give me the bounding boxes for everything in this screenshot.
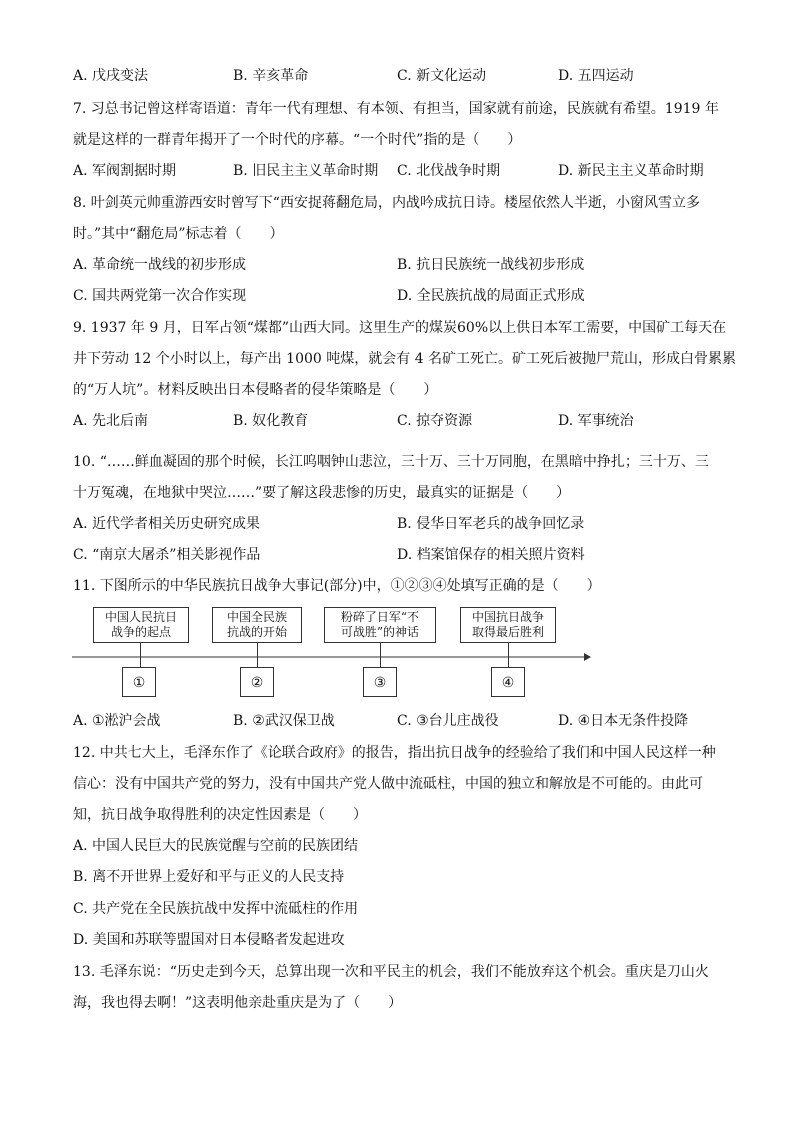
timeline-marker-3: ③ bbox=[363, 667, 397, 697]
timeline-event-3 bbox=[324, 607, 436, 643]
q8-stem-line-1: 8. 叶剑英元帅重游西安时曾写下“西安捉蒋翻危局，内战吟成抗日诗。楼屋依然人半逝，小窗风雪立多 bbox=[73, 195, 700, 211]
q9-option-b: B. 奴化教育 bbox=[233, 413, 309, 429]
q12-option-b: B. 离不开世界上爱好和平与正义的人民支持 bbox=[73, 869, 345, 885]
timeline-event-3-line-1: 粉碎了日军“不 bbox=[340, 610, 420, 624]
timeline-marker-4: ④ bbox=[491, 667, 525, 697]
timeline-event-3-line-2: 可战胜”的神话 bbox=[340, 625, 420, 639]
q7-option-d: D. 新民主主义革命时期 bbox=[558, 163, 704, 179]
timeline-event-1-line-1: 中国人民抗日 bbox=[104, 610, 177, 624]
timeline-event-4-line-2: 取得最后胜利 bbox=[471, 625, 544, 639]
q12-stem-line-1: 12. 中共七大上，毛泽东作了《论联合政府》的报告，指出抗日战争的经验给了我们和中国人民这样一种 bbox=[73, 745, 716, 761]
timeline-marker-2: ② bbox=[240, 667, 274, 697]
q7-stem-line-2: 就是这样的一群青年揭开了一个时代的序幕。“一个时代”指的是（ ） bbox=[73, 132, 522, 148]
timeline-event-2-line-1: 中国全民族 bbox=[226, 610, 287, 624]
q12-option-c: C. 共产党在全民族抗战中发挥中流砥柱的作用 bbox=[73, 901, 359, 917]
timeline-connector bbox=[257, 657, 258, 667]
timeline-connector bbox=[508, 657, 509, 667]
q8-option-d: D. 全民族抗战的局面正式形成 bbox=[397, 288, 585, 304]
q7-option-a: A. 军阀割据时期 bbox=[73, 163, 177, 179]
q9-option-a: A. 先北后南 bbox=[73, 413, 149, 429]
q7-stem-line-1: 7. 习总书记曾这样寄语道：青年一代有理想、有本领、有担当，国家就有前途，民族就有希望。1919 年 bbox=[73, 101, 719, 117]
q9-stem-line-3: 的“万人坑”。材料反映出日本侵略者的侵华策略是（ ） bbox=[73, 382, 438, 398]
q9-stem-line-1: 9. 1937 年 9 月，日军占领“煤都”山西大同。这里生产的煤炭60%以上供日本军工需要，中国矿工每天在 bbox=[73, 320, 727, 336]
q11-option-a: A. ①淞沪会战 bbox=[73, 713, 161, 729]
q8-option-c: C. 国共两党第一次合作实现 bbox=[73, 288, 247, 304]
q6-option-c: C. 新文化运动 bbox=[397, 68, 487, 84]
timeline-event-1-line-2: 战争的起点 bbox=[110, 625, 171, 639]
timeline-event-4 bbox=[460, 607, 556, 643]
timeline-marker-1: ① bbox=[122, 667, 156, 697]
q11-option-b: B. ②武汉保卫战 bbox=[233, 713, 335, 729]
q6-option-d: D. 五四运动 bbox=[558, 68, 634, 84]
timeline-event-4-line-1: 中国抗日战争 bbox=[471, 610, 544, 624]
q8-stem-line-2: 时。”其中“翻危局”标志着（ ） bbox=[73, 226, 284, 242]
q13-stem-line-1: 13. 毛泽东说：“历史走到今天，总算出现一次和平民主的机会，我们不能放弃这个机会。重庆是刀山火 bbox=[73, 964, 709, 980]
q6-option-a: A. 戊戌变法 bbox=[73, 68, 149, 84]
q9-option-d: D. 军事统治 bbox=[558, 413, 634, 429]
timeline-event-2-line-2: 抗战的开始 bbox=[226, 625, 287, 639]
q10-option-a: A. 近代学者相关历史研究成果 bbox=[73, 516, 261, 532]
q7-option-c: C. 北伐战争时期 bbox=[397, 163, 501, 179]
q7-option-b: B. 旧民主主义革命时期 bbox=[233, 163, 379, 179]
q13-stem-line-2: 海，我也得去啊！”这表明他亲赴重庆是为了（ ） bbox=[73, 995, 403, 1011]
q12-option-d: D. 美国和苏联等盟国对日本侵略者发起进攻 bbox=[73, 932, 345, 948]
q8-option-a: A. 革命统一战线的初步形成 bbox=[73, 257, 247, 273]
q12-stem-line-3: 知，抗日战争取得胜利的决定性因素是（ ） bbox=[73, 807, 367, 823]
timeline-connector bbox=[140, 657, 141, 667]
q10-stem-line-2: 十万冤魂，在地狱中哭泣……”要了解这段悲惨的历史，最真实的证据是（ ） bbox=[73, 485, 571, 501]
q6-option-b: B. 辛亥革命 bbox=[233, 68, 309, 84]
timeline-event-1 bbox=[93, 607, 189, 643]
q9-option-c: C. 掠夺资源 bbox=[397, 413, 473, 429]
q11-option-d: D. ④日本无条件投降 bbox=[558, 713, 689, 729]
timeline-connector bbox=[380, 657, 381, 667]
q12-stem-line-2: 信心：没有中国共产党的努力，没有中国共产党人做中流砥柱，中国的独立和解放是不可能的。由此可 bbox=[73, 776, 703, 792]
q10-option-c: C. “南京大屠杀”相关影视作品 bbox=[73, 547, 261, 563]
q8-option-b: B. 抗日民族统一战线初步形成 bbox=[397, 257, 585, 273]
q10-option-d: D. 档案馆保存的相关照片资料 bbox=[397, 547, 585, 563]
timeline-event-2 bbox=[212, 607, 302, 643]
timeline-axis-arrow bbox=[72, 650, 592, 664]
q10-stem-line-1: 10. “……鲜血凝固的那个时候，长江呜咽钟山悲泣，三十万、三十万同胞，在黑暗中挣扎；三十万、三 bbox=[73, 454, 709, 470]
q10-option-b: B. 侵华日军老兵的战争回忆录 bbox=[397, 516, 585, 532]
q12-option-a: A. 中国人民巨大的民族觉醒与空前的民族团结 bbox=[73, 838, 359, 854]
q11-option-c: C. ③台儿庄战役 bbox=[397, 713, 499, 729]
q9-stem-line-2: 井下劳动 12 个小时以上，每产出 1000 吨煤，就会有 4 名矿工死亡。矿工死后被抛尸荒山，形成白骨累累 bbox=[73, 351, 737, 367]
q11-stem-line-1: 11. 下图所示的中华民族抗日战争大事记(部分)中，①②③④处填写正确的是（ ） bbox=[73, 578, 601, 594]
